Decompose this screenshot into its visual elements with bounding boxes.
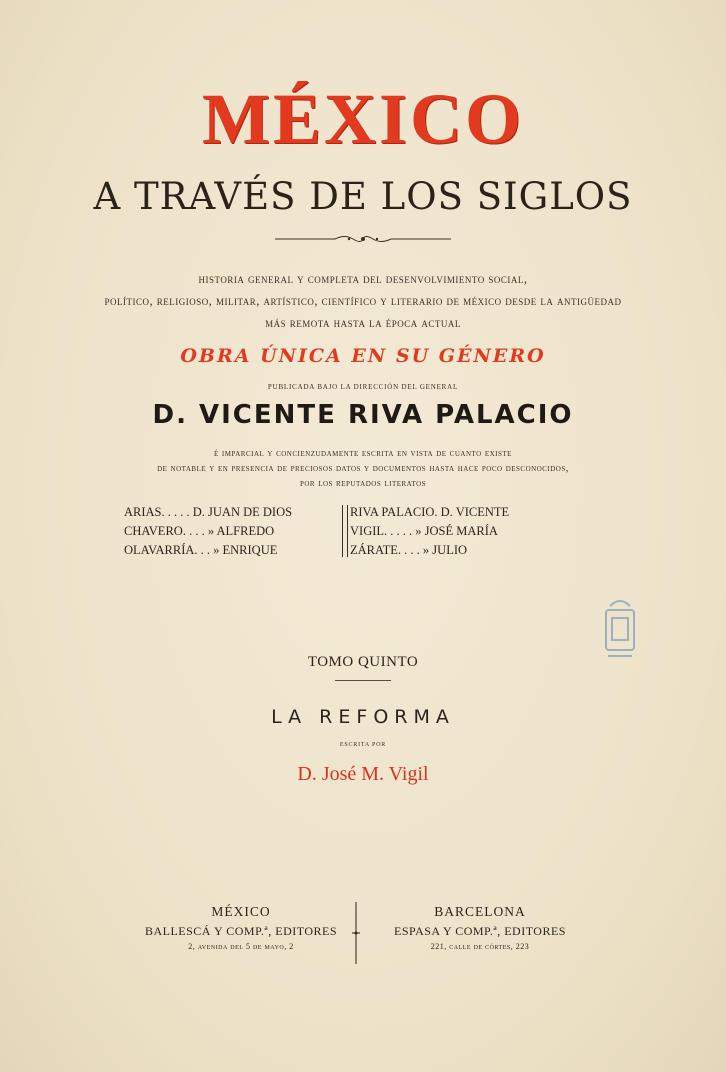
description-line: más remota hasta la época actual: [265, 316, 461, 330]
book-subtitle: A TRAVÉS DE LOS SIGLOS: [93, 175, 633, 218]
impartial-line: por los reputados literatos: [299, 478, 427, 489]
author-given: . . . . » JULIO: [397, 543, 468, 557]
author-surname: ZÁRATE: [350, 543, 398, 557]
imprint-city: BARCELONA: [434, 904, 526, 919]
published-label: PUBLICADA BAJO LA DIRECCIÓN DEL GENERAL: [267, 383, 459, 391]
author-given: . . . . » ALFREDO: [182, 524, 275, 538]
author-row: [350, 522, 580, 541]
authors-divider: [342, 505, 348, 557]
author-given: . D. VICENTE: [434, 505, 510, 519]
authors-right-column: [350, 503, 580, 560]
author-row: [124, 503, 342, 522]
authors-left-column: [124, 503, 342, 560]
author-surname: CHAVERO: [124, 524, 183, 538]
author-row: [124, 541, 342, 560]
author-surname: RIVA PALACIO: [350, 505, 435, 519]
imprint-mexico: [130, 902, 352, 954]
author-surname: OLAVARRÍA: [124, 543, 195, 557]
author-row: [350, 503, 580, 522]
imprint-barcelona: [360, 902, 600, 954]
description-line: historia general y completa del desenvolvimiento social,: [198, 272, 528, 286]
imprint-publisher: BALLESCÁ Y COMP.ª, EDITORES: [144, 924, 338, 938]
director-name: D. VICENTE RIVA PALACIO: [152, 400, 574, 430]
book-title: MÉXICO: [202, 79, 524, 159]
author-given: . . . . . D. JUAN DE DIOS: [161, 505, 293, 519]
imprint-address: 2, avenida del 5 de mayo, 2: [188, 942, 294, 951]
author-given: . . . . . » JOSÉ MARÍA: [384, 524, 498, 538]
description: [0, 268, 726, 334]
author-row: [350, 541, 580, 560]
written-by-label: ESCRITA POR: [339, 742, 387, 748]
volume-title: LA REFORMA: [271, 706, 455, 728]
volume-rule: [335, 680, 391, 681]
imprint-publisher: ESPASA Y COMP.ª, EDITORES: [394, 924, 566, 938]
imprint: [130, 902, 600, 972]
author-given: . . . » ENRIQUE: [194, 543, 278, 557]
author-surname: VIGIL: [350, 524, 385, 538]
description-line: político, religioso, militar, artístico, científico y literario de méxico desde la antigüedad: [104, 294, 622, 308]
volume-number: TOMO QUINTO: [307, 654, 419, 670]
imprint-city: MÉXICO: [211, 904, 271, 919]
volume-author: D. José M. Vigil: [297, 763, 429, 785]
authors-list: [124, 503, 604, 561]
impartial-line: de notable y en presencia de preciosos datos y documentos hasta hace poco desconocidos,: [157, 463, 569, 474]
imprint-address: 221, calle de córtes, 223: [430, 942, 530, 951]
impartial-line: é imparcial y concienzudamente escrita en vista de cuanto existe: [214, 448, 512, 459]
ornament-divider: [275, 232, 451, 246]
impartial-statement: [0, 446, 726, 491]
author-surname: ARIAS: [124, 505, 162, 519]
tagline: OBRA ÚNICA EN SU GÉNERO: [180, 345, 546, 367]
imprint-divider: [352, 902, 360, 964]
author-row: [124, 522, 342, 541]
